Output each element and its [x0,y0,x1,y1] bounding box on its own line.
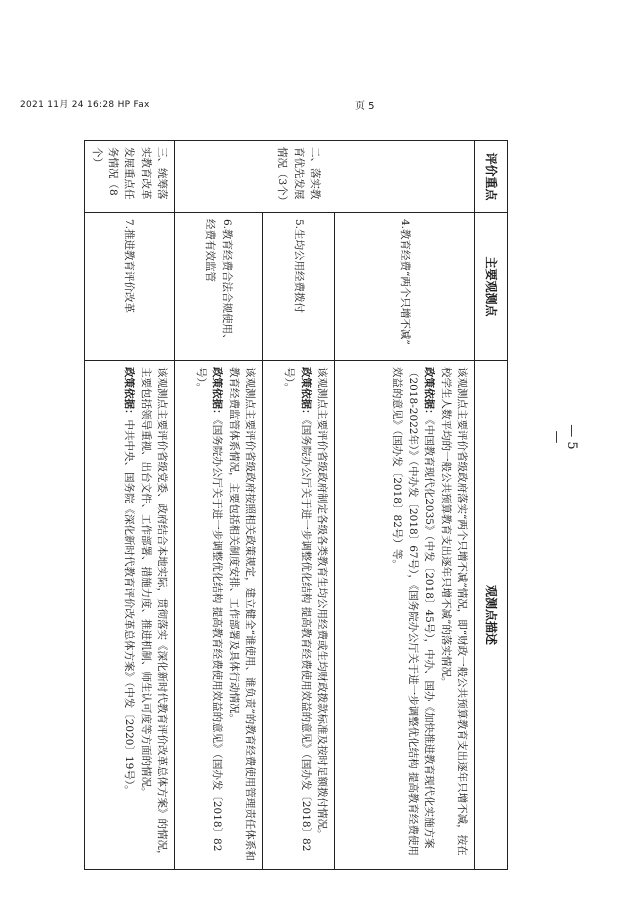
desc-line: 该观测点主要评价省级党委、政府结合本地实际，贯彻落实《深化新时代教育评价改革总体方案》的情况，主要包括领导重视、出台文件、工作部署、措施力度、推进机制、师生认可度等方面的情况。 [139,367,168,861]
point-cell: 5.生均公用经费拨付 [263,213,335,361]
desc-line: 政策依据：《国务院办公厅关于进一步调整优化结构 提高教育经费使用效益的意见》（国办发〔2018〕82号）。 [283,367,312,852]
group-cell: 二、落实教育优先发展情况（3个） [263,141,335,213]
desc-line: 该观测点主要评价省级政府按照相关政策规定，建立健全“谁使用、谁负责”的教育经费使用管理责任体系和教育经费监管体系情况，主要包括相关制度安排、工作部署及具体行动情况。 [227,367,256,861]
point-cell: 4.教育经费“两个只增不减” [335,213,475,361]
fax-page-label: 页 5 [355,101,375,112]
table-header-row [475,141,508,870]
group-cell [335,141,475,213]
desc-cell [263,361,335,870]
header-main-point: 主要观测点 [475,213,508,361]
point-cell: 6.教育经费合法合规使用、经费有效监管 [175,213,263,361]
desc-line: 政策依据：中共中央、国务院《深化新时代教育评价改革总体方案》（中发〔2020〕19号）。 [123,367,136,796]
evaluation-table [84,140,508,870]
header-point-desc: 观测点描述 [475,361,508,870]
page-number: — 5 — [549,424,579,450]
desc-line: 该观测点主要评价省级政府落实“两个只增不减”情况，即“财政一般公共预算教育支出逐年只增不减，按在校学生人数平均的一般公共预算教育支出逐年只增不减”的落实情况。 [439,367,468,856]
desc-line: 政策依据：《国务院办公厅关于进一步调整优化结构 提高教育经费使用效益的意见》（国办发〔2018〕82号）。 [195,367,224,852]
header-eval-focus: 评价重点 [475,141,508,213]
desc-line: 政策依据：《中国教育现代化2035》（中发〔2018〕45号），中办、国办《加快推进教育现代化实施方案（2018-2022年）》（中办发〔2018〕67号），《国务院办公厅关于进一步调整优化结构 提高教育经费使用效益的意见》（国办发〔2018〕82号）等。 [390,367,436,856]
desc-line: 该观测点主要评价省级政府制定各级各类教育生均公用经费或生均财政拨款标准及按时足额拨付情况。 [316,367,328,840]
desc-cell [175,361,263,870]
desc-cell [84,361,174,870]
group-cell: 三、统筹落实教育改革发展重点任务情况（8个） [84,141,174,213]
table-row [84,141,174,870]
group-cell [175,141,263,213]
evaluation-table-rotated [90,140,508,870]
desc-cell [335,361,475,870]
table-row [175,141,263,870]
point-cell: 7.推进教育评价改革 [84,213,174,361]
fax-header: 2021 11月 24 16:28 HP Fax [20,100,150,110]
table-row [335,141,475,870]
table-row [263,141,335,870]
